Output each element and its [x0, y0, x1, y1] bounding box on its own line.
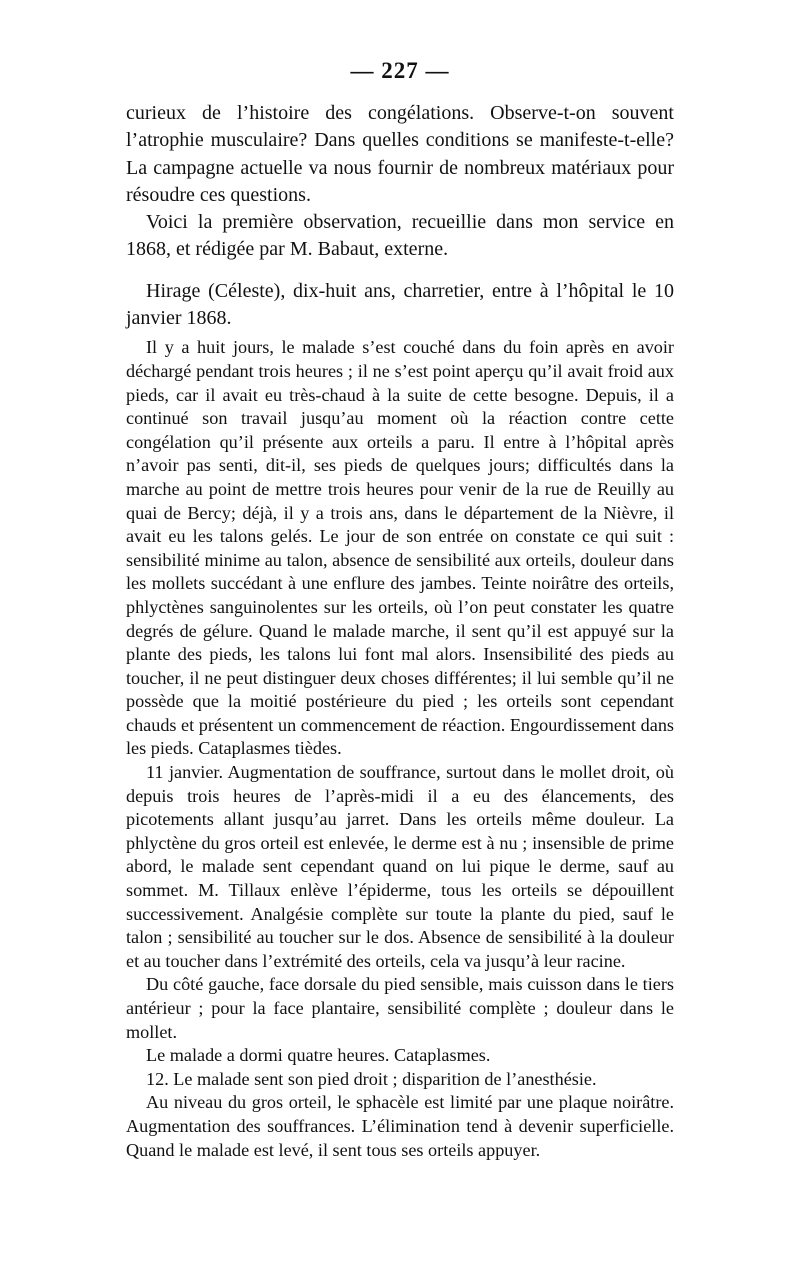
paragraph-big-toe: Au niveau du gros orteil, le sphacèle est limité par une plaque noirâtre. Augmentation des souffrances. L’élimination tend à devenir superficielle. Quand le malade est levé, il sent tous ses orteils appuyer.: [126, 1092, 674, 1160]
paragraph-history: Il y a huit jours, le malade s’est couché dans du foin après en avoir déchargé pendant trois heures ; il ne s’est point aperçu qu’il avait froid aux pieds, car il avait eu très-chaud à la suite de cette besogne. Depuis, il a continué son travail jusqu’au moment où la réaction contre cette congélation qu’il présente aux orteils a paru. Il entre à l’hôpital après n’avoir pas senti, dit-il, ses pieds de quelques jours; difficultés dans la marche au point de mettre trois heures pour venir de la rue de Reuilly au quai de Bercy; déjà, il y a trois ans, dans le département de la Nièvre, il avait eu les talons gelés. Le jour de son entrée on constate ce qui suit : sensibilité minime au talon, absence de sensibilité aux orteils, douleur dans les mollets succédant à une enflure des jambes. Teinte noirâtre des orteils, phlyctènes sanguinolentes sur les orteils, où l’on peut constater les quatre degrés de gélure. Quand le malade marche, il sent qu’il est appuyé sur la plante des pieds, les talons lui font mal alors. Insensibilité des pieds au toucher, il ne peut distinguer deux choses différentes; il lui semble qu’il ne possède que la moitié postérieure du pied ; les orteils sont cependant chauds et présentent un commencement de réaction. Engourdissement dans les pieds. Cataplasmes tièdes.: [126, 337, 674, 759]
paragraph-observation-intro: Voici la première observation, recueillie dans mon service en 1868, et rédigée par M. Babaut, externe.: [126, 211, 674, 261]
paragraph-patient-entry: Hirage (Céleste), dix-huit ans, charretier, entre à l’hôpital le 10 janvier 1868.: [126, 279, 674, 330]
paragraph-sleep: Le malade a dormi quatre heures. Cataplasmes.: [146, 1045, 491, 1066]
paragraph-january-12: 12. Le malade sent son pied droit ; disparition de l’anesthésie.: [146, 1068, 597, 1089]
page-number: — 227 —: [350, 58, 450, 83]
paragraph-left-side: Du côté gauche, face dorsale du pied sensible, mais cuisson dans le tiers antérieur ; pour la face plantaire, sensibilité complète ; douleur dans le mollet.: [126, 974, 674, 1042]
paragraph-intro: curieux de l’histoire des congélations. Observe-t-on souvent l’atrophie musculaire? Dans quelles conditions se manifeste-t-elle? La campagne actuelle va nous fournir de nombreux matériaux pour résoudre ces questions.: [126, 102, 674, 206]
paragraph-january-11: 11 janvier. Augmentation de souffrance, surtout dans le mollet droit, où depuis trois heures de l’après-midi il a eu des élancements, des picotements allant jusqu’au jarret. Dans les orteils même douleur. La phlyctène du gros orteil est enlevée, le derme est à nu ; insensible de prime abord, le malade sent cependant quand on lui pique le derme, sauf au sommet. M. Tillaux enlève l’épiderme, tous les orteils se dépouillent successivement. Analgésie complète sur toute la plante du pied, sauf le talon ; sensibilité au toucher sur le dos. Absence de sensibilité à la douleur et au toucher dans l’extrémité des orteils, cela va jusqu’à leur racine.: [126, 762, 674, 971]
